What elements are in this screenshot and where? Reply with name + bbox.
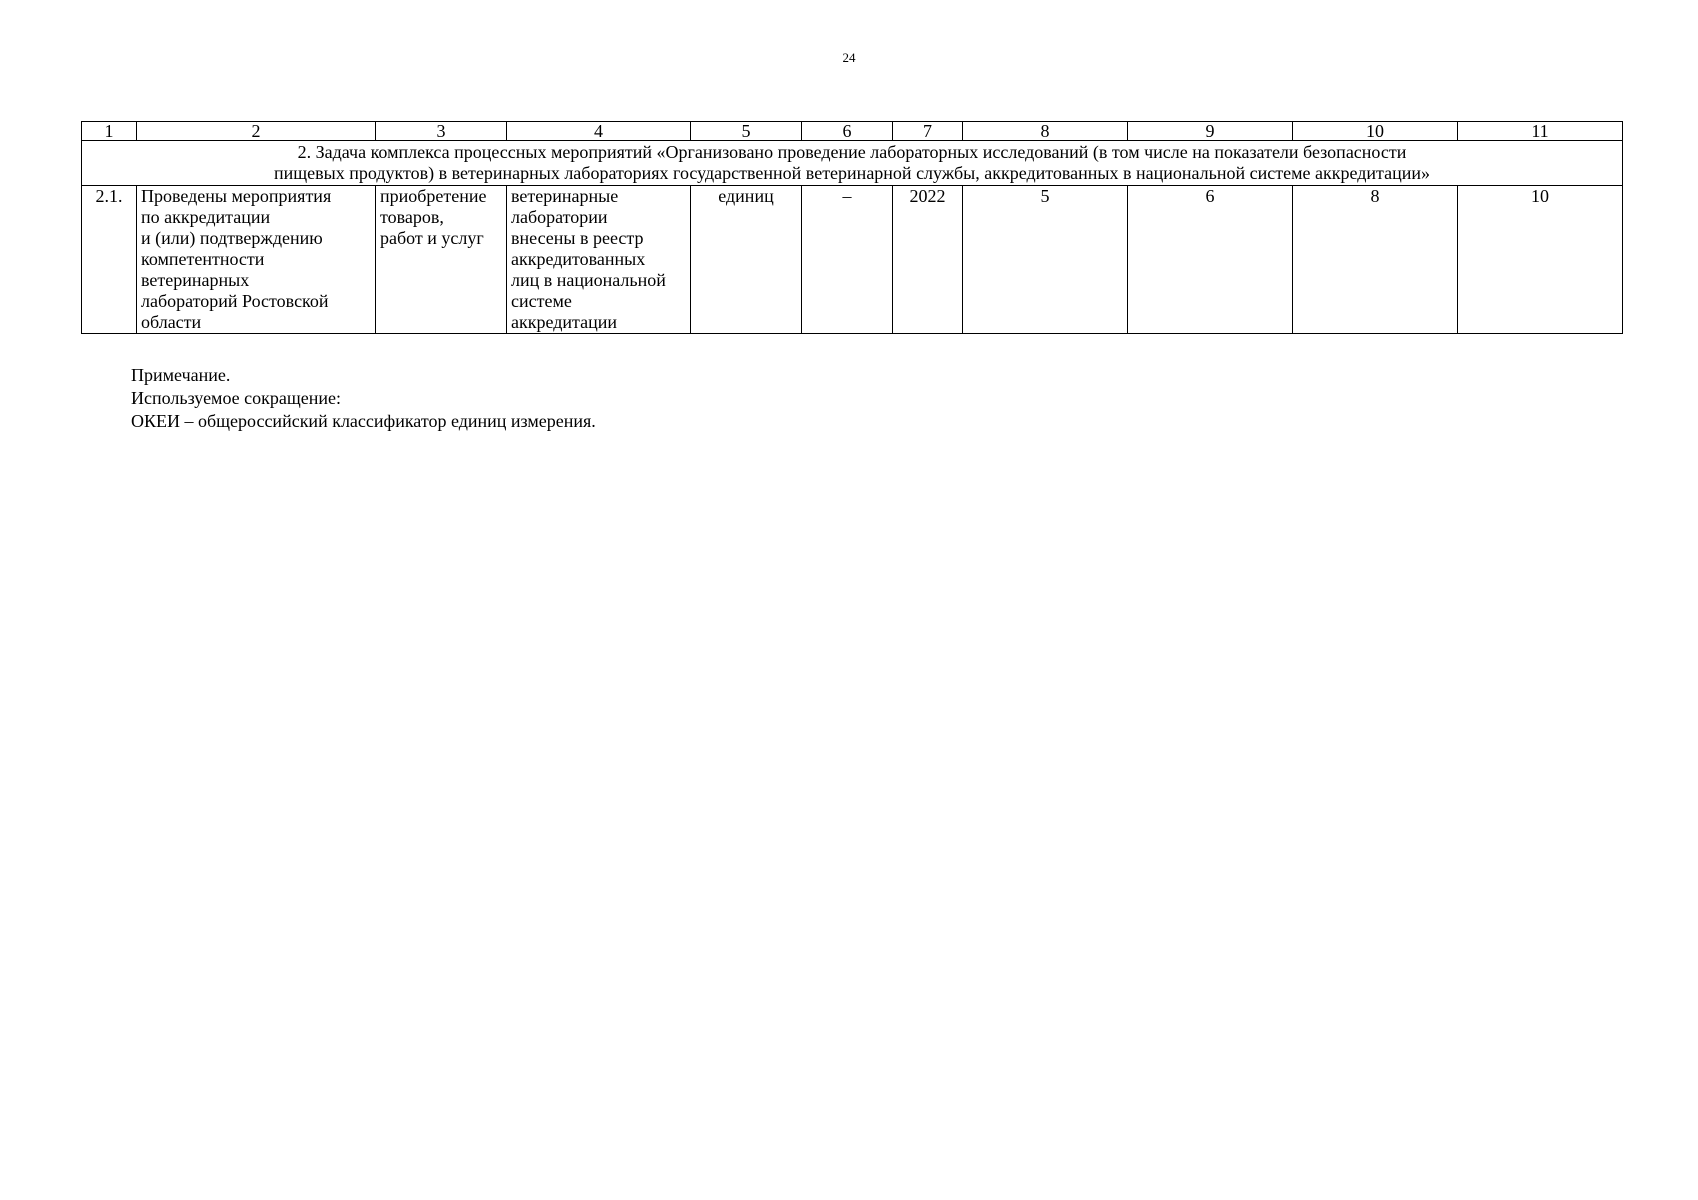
base-year: 2022 (893, 186, 963, 334)
value-col-9: 6 (1128, 186, 1293, 334)
column-number-row (82, 122, 1623, 141)
column-number: 1 (82, 122, 137, 141)
row-number: 2.1. (82, 186, 137, 334)
column-number: 3 (376, 122, 507, 141)
table-row (82, 186, 1623, 334)
section-title: 2. Задача комплекса процессных мероприятий «Организовано проведение лабораторных исследований (в том числе на показатели безопасности пищевых продуктов) в ветеринарных лабораториях государственной ветеринарной службы, аккредитованных в национальной системе аккредитации» (82, 141, 1623, 186)
column-number: 4 (507, 122, 691, 141)
note-abbreviation-okei: ОКЕИ – общероссийский классификатор единиц измерения. (131, 411, 596, 431)
measure-name: Проведены мероприятия по аккредитации и (или) подтверждению компетентности ветеринарных лабораторий Ростовской области (137, 186, 376, 334)
column-number: 9 (1128, 122, 1293, 141)
column-number: 6 (802, 122, 893, 141)
measure-type: приобретение товаров, работ и услуг (376, 186, 507, 334)
note-block (131, 364, 596, 433)
column-number: 11 (1458, 122, 1623, 141)
measures-table (81, 121, 1623, 334)
section-row (82, 141, 1623, 186)
okei-code: – (802, 186, 893, 334)
column-number: 2 (137, 122, 376, 141)
column-number: 10 (1293, 122, 1458, 141)
page-number: 24 (842, 50, 856, 65)
measure-characteristic: ветеринарные лаборатории внесены в реестр аккредитованных лиц в национальной системе аккредитации (507, 186, 691, 334)
value-col-10: 8 (1293, 186, 1458, 334)
column-number: 5 (691, 122, 802, 141)
value-col-11: 10 (1458, 186, 1623, 334)
value-col-8: 5 (963, 186, 1128, 334)
note-heading: Примечание. (131, 365, 231, 385)
column-number: 7 (893, 122, 963, 141)
column-number: 8 (963, 122, 1128, 141)
note-abbreviation-label: Используемое сокращение: (131, 388, 341, 408)
unit-name: единиц (691, 186, 802, 334)
